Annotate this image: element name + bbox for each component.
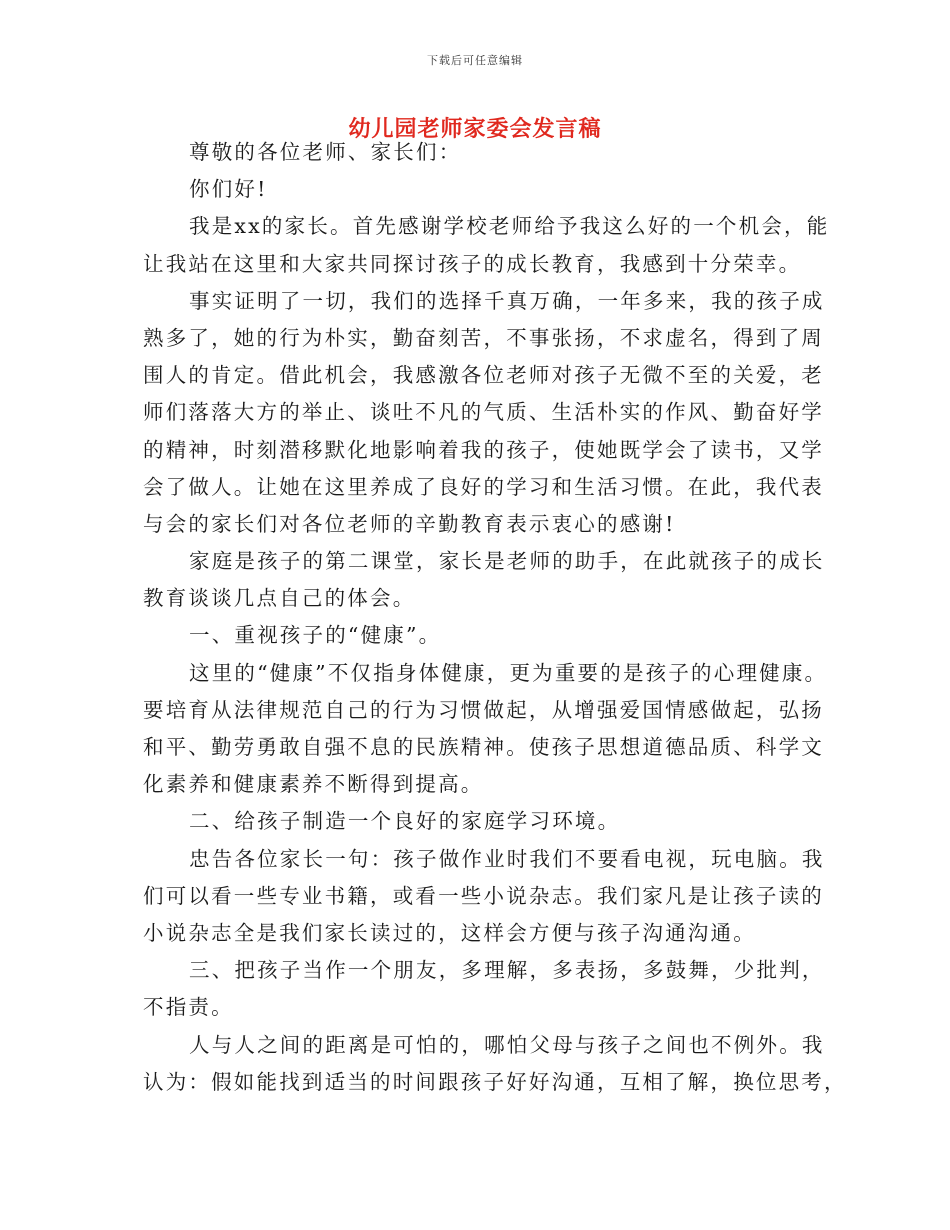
text-line: 这里的“健康”不仅指身体健康，更为重要的是孩子的心理健康。 [189,660,828,685]
document-title: 幼儿园老师家委会发言稿 [348,117,602,142]
text-line: 会了做人。让她在这里养成了良好的学习和生活习惯。在此，我代表 [143,474,824,499]
text-line: 二、给孩子制造一个良好的家庭学习环境。 [189,809,621,834]
text-line: 认为：假如能找到适当的时间跟孩子好好沟通，互相了解，换位思考， [143,1069,847,1094]
text-line: 尊敬的各位老师、家长们： [189,140,462,164]
text-line: 让我站在这里和大家共同探讨孩子的成长教育，我感到十分荣幸。 [143,251,802,276]
text-line: 教育谈谈几点自己的体会。 [143,586,416,611]
text-line: 忠告各位家长一句：孩子做作业时我们不要看电视，玩电脑。我 [189,846,825,871]
text-line: 事实证明了一切，我们的选择千真万确，一年多来，我的孩子成 [189,288,825,313]
document-body [143,134,847,1101]
text-line: 熟多了，她的行为朴实，勤奋刻苦，不事张扬，不求虚名，得到了周 [143,325,824,350]
text-line: 和平、勤劳勇敢自强不息的民族精神。使孩子思想道德品质、科学文 [143,735,824,759]
text-line: 一、重视孩子的“健康”。 [189,623,442,648]
text-line: 三、把孩子当作一个朋友，多理解，多表扬，多鼓舞，少批判， [189,958,825,983]
text-line: 师们落落大方的举止、谈吐不凡的气质、生活朴实的作风、勤奋好学 [143,400,824,425]
header-note: 下载后可任意编辑 [427,54,523,67]
text-line: 与会的家长们对各位老师的辛勤教育表示衷心的感谢! [143,511,676,536]
text-line: 们可以看一些专业书籍，或看一些小说杂志。我们家凡是让孩子读的 [143,883,824,908]
text-line: 的精神，时刻潜移默化地影响着我的孩子，使她既学会了读书，又学 [143,437,824,462]
text-line: 不指责。 [143,995,234,1020]
text-line: 化素养和健康素养不断得到提高。 [143,772,484,797]
text-line: 你们好! [189,177,268,202]
text-line: 小说杂志全是我们家长读过的，这样会方便与孩子沟通沟通。 [143,920,756,945]
text-line: 家庭是孩子的第二课堂，家长是老师的助手，在此就孩子的成长 [189,549,825,574]
text-line: 人与人之间的距离是可怕的，哪怕父母与孩子之间也不例外。我 [189,1032,825,1057]
text-line: 我是xx的家长。首先感谢学校老师给予我这么好的一个机会，能 [189,214,830,239]
text-line: 围人的肯定。借此机会，我感激各位老师对孩子无微不至的关爱，老 [143,363,824,388]
text-line: 要培育从法律规范自己的行为习惯做起，从增强爱国情感做起，弘扬 [143,697,824,722]
